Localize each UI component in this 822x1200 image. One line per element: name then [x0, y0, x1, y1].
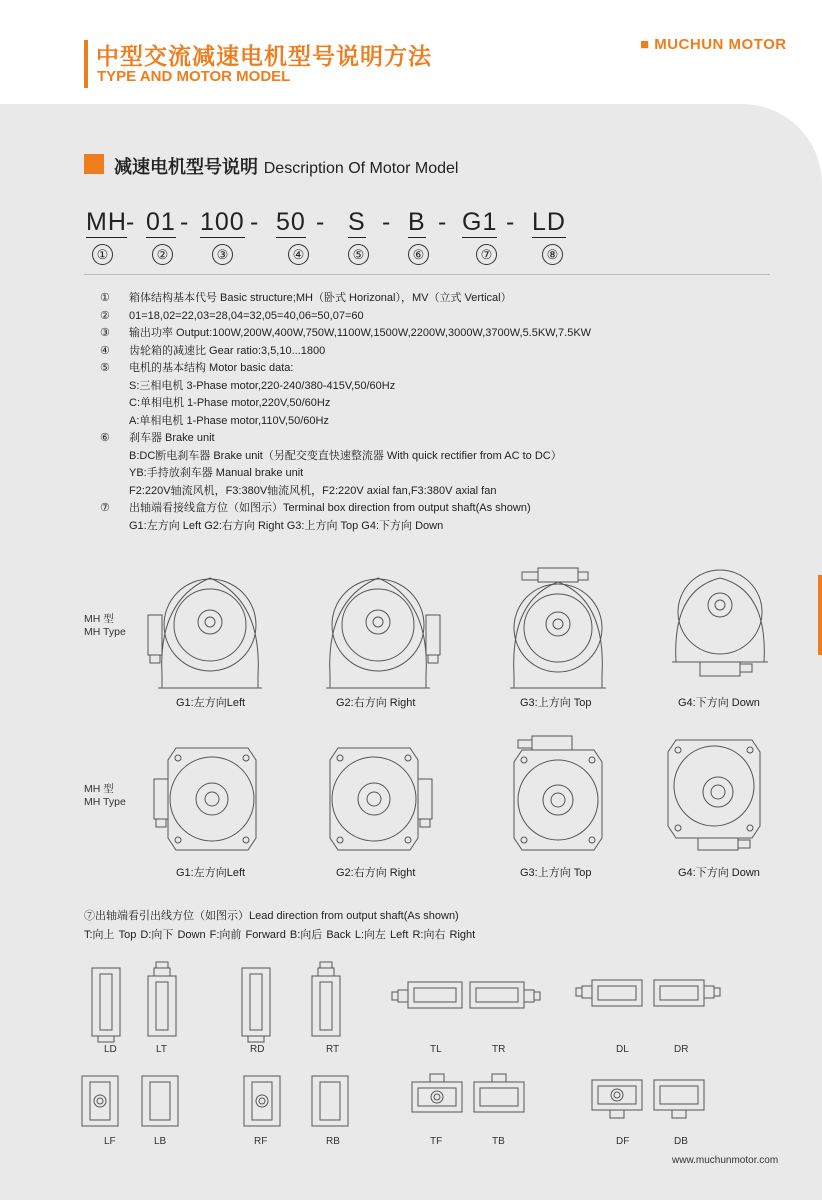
lead-box-ld: [92, 968, 120, 1042]
lead-label-dr: DR: [674, 1044, 689, 1055]
lead-label-rt: RT: [326, 1044, 340, 1055]
section-title-en: Description Of Motor Model: [263, 160, 459, 177]
model-sep-3: -: [250, 208, 260, 236]
model-seg-3: 100: [200, 208, 245, 236]
caption-g3-row2: G3:上方向 Top: [520, 867, 592, 879]
lead-box-tr: [470, 982, 540, 1008]
marker-3: ③: [212, 244, 233, 265]
row-label-2: MH 型 MH Type: [84, 783, 126, 808]
caption-g3-row1: G3:上方向 Top: [520, 697, 592, 709]
lead-label-tl: TL: [430, 1044, 442, 1055]
marker-7: ⑦: [476, 244, 497, 265]
lead-box-rt: [312, 962, 340, 1036]
footer-website[interactable]: www.muchunmotor.com: [672, 1155, 779, 1166]
marker-1: ①: [92, 244, 113, 265]
drawing-g4-row1: [672, 570, 768, 676]
model-sep-6: -: [438, 208, 448, 236]
lead-label-lb: LB: [154, 1136, 167, 1147]
brand-text: MUCHUN MOTOR: [654, 36, 787, 53]
lead-label-tr: TR: [492, 1044, 506, 1055]
lead-label-rd: RD: [250, 1044, 265, 1055]
model-seg-8: LD: [532, 208, 566, 236]
brand-name: ■ MUCHUN MOTOR: [640, 36, 787, 53]
lead-box-df: [592, 1080, 642, 1118]
model-seg-7: G1: [462, 208, 498, 236]
drawing-g1-row2: [154, 748, 256, 850]
lead-box-dr: [654, 980, 720, 1006]
model-sep-5: -: [382, 208, 392, 236]
caption-g4-row1: G4:下方向 Down: [678, 697, 760, 709]
row-label-1: MH 型 MH Type: [84, 613, 126, 638]
lead-label-lt: LT: [156, 1044, 167, 1055]
lead-box-rb: [312, 1076, 348, 1126]
drawing-g1-row1: [148, 578, 262, 688]
model-seg-4: 50: [276, 208, 306, 236]
page-title-cn: 中型交流减速电机型号说明方法: [96, 44, 432, 70]
drawing-g4-row2: [668, 740, 760, 850]
lead-box-tb: [474, 1074, 524, 1112]
drawing-g2-row1: [326, 578, 440, 688]
drawing-g3-row1: [510, 568, 606, 688]
model-sep-1: -: [126, 208, 136, 236]
lead-label-dl: DL: [616, 1044, 629, 1055]
caption-g1-row2: G1:左方向Left: [176, 867, 246, 879]
lead-box-tl: [392, 982, 462, 1008]
lead-box-lt: [148, 962, 176, 1036]
lead-label-tb: TB: [492, 1136, 505, 1147]
marker-6: ⑥: [408, 244, 429, 265]
caption-g1-row1: G1:左方向Left: [176, 697, 246, 709]
marker-4: ④: [288, 244, 309, 265]
lead-box-dl: [576, 980, 642, 1006]
lead-box-tf: [412, 1074, 462, 1112]
model-seg-5: S: [348, 208, 366, 236]
drawing-g3-row2: [514, 736, 602, 850]
drawing-g2-row2: [330, 748, 432, 850]
model-seg-6: B: [408, 208, 426, 236]
lead-label-df: DF: [616, 1136, 630, 1147]
caption-g2-row2: G2:右方向 Right: [336, 867, 416, 879]
marker-2: ②: [152, 244, 173, 265]
section-title-cn: 减速电机型号说明: [114, 157, 258, 178]
lead-label-ld: LD: [104, 1044, 117, 1055]
lead-box-lf: [82, 1076, 118, 1126]
model-seg-1: MH: [86, 208, 127, 236]
lead-label-lf: LF: [104, 1136, 116, 1147]
lead-box-db: [654, 1080, 704, 1118]
lead-label-db: DB: [674, 1136, 688, 1147]
lead-label-rb: RB: [326, 1136, 340, 1147]
marker-5: ⑤: [348, 244, 369, 265]
lead-box-rd: [242, 968, 270, 1042]
model-sep-2: -: [180, 208, 190, 236]
model-sep-4: -: [316, 208, 326, 236]
caption-g2-row1: G2:右方向 Right: [336, 697, 416, 709]
caption-g4-row2: G4:下方向 Down: [678, 867, 760, 879]
page-title-en: TYPE AND MOTOR MODEL: [97, 68, 291, 85]
lead-direction-title: ⑦出轴端看引出线方位（如图示）Lead direction from output shaft(As shown): [84, 910, 459, 922]
lead-label-rf: RF: [254, 1136, 268, 1147]
marker-8: ⑧: [542, 244, 563, 265]
model-sep-7: -: [506, 208, 516, 236]
lead-label-tf: TF: [430, 1136, 443, 1147]
lead-box-rf: [244, 1076, 280, 1126]
lead-box-lb: [142, 1076, 178, 1126]
lead-direction-legend: T:向上 Top D:向下 Down F:向前 Forward B:向后 Back L:向左 Left R:向右 Right: [84, 929, 476, 941]
model-seg-2: 01: [146, 208, 176, 236]
